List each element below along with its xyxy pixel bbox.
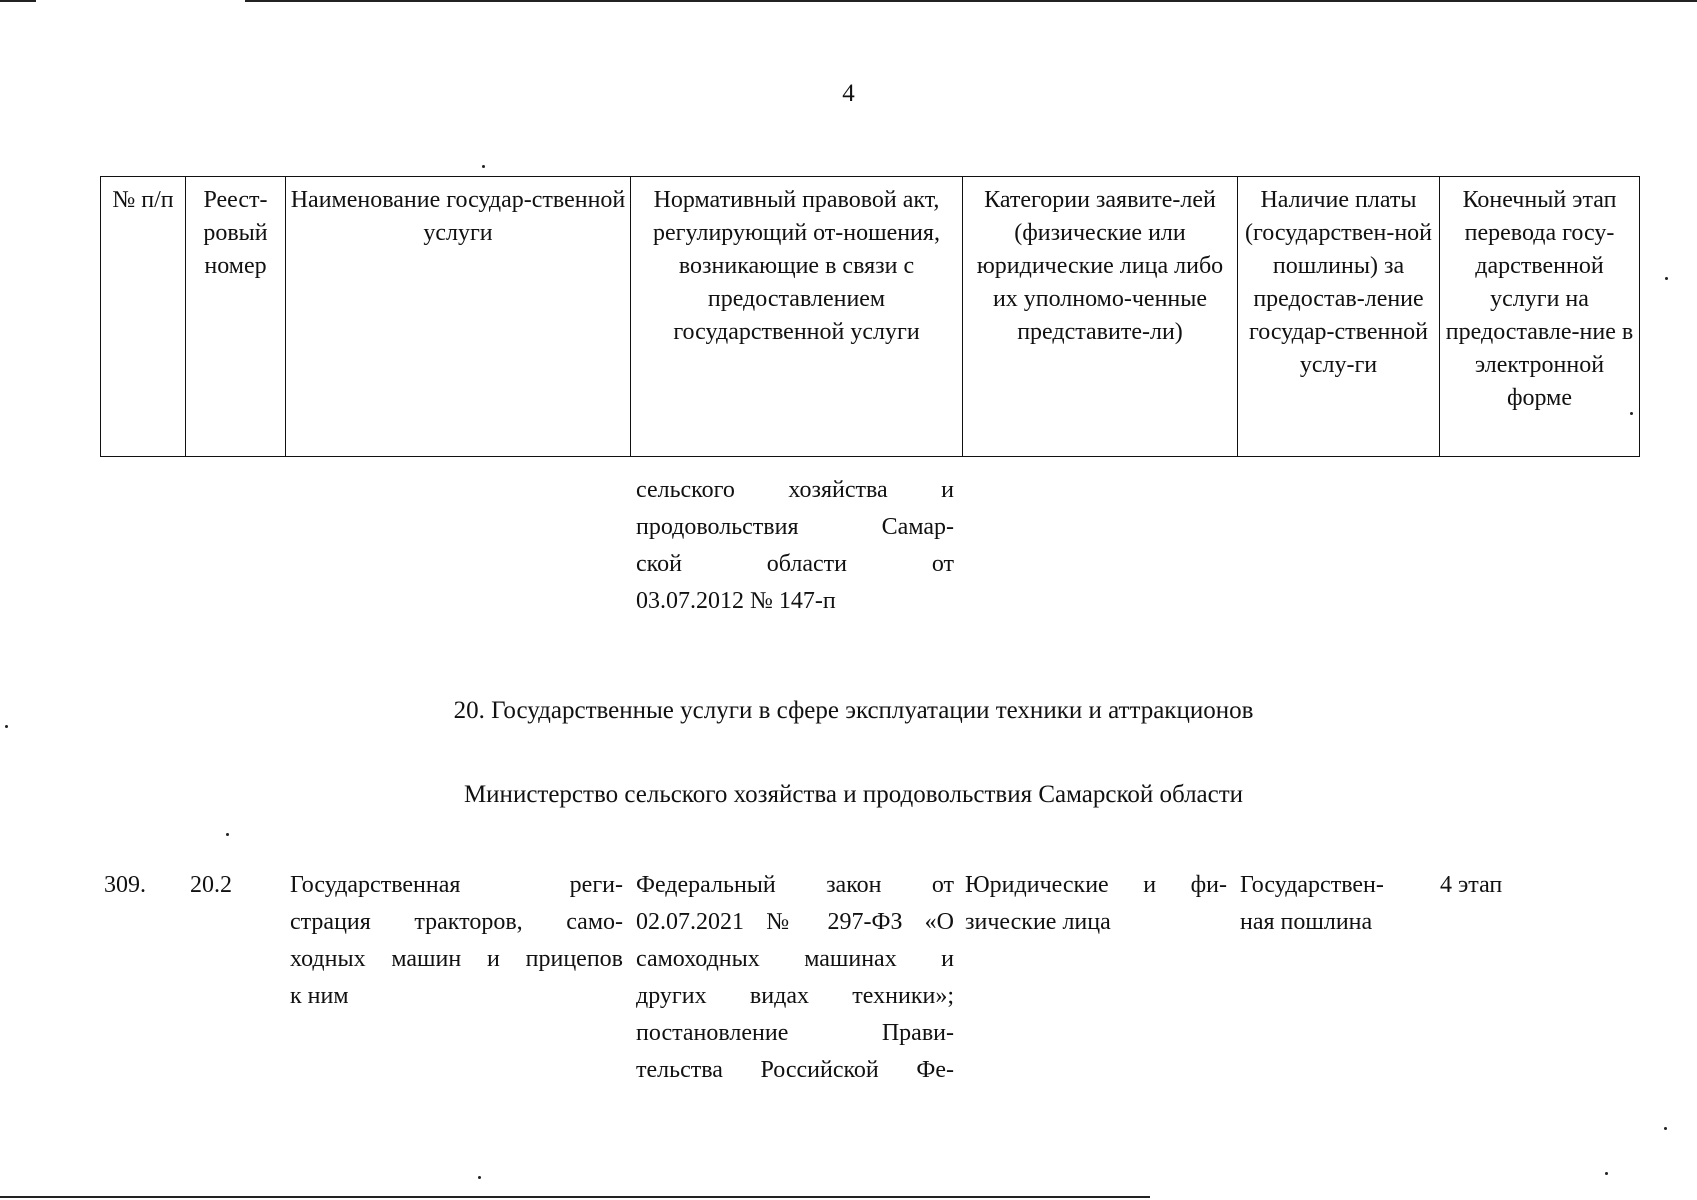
scan-speck bbox=[5, 725, 8, 728]
legal-act-line: других видах техники»; bbox=[636, 983, 954, 1009]
row-applicant-categories bbox=[965, 867, 1227, 941]
row-registry-number: 20.2 bbox=[190, 872, 232, 898]
section-title: 20. Государственные услуги в сфере эксплуатации техники и аттракционов bbox=[453, 697, 1254, 724]
top-rule bbox=[245, 0, 1697, 2]
page-number: 4 bbox=[842, 80, 855, 107]
scan-speck bbox=[478, 1176, 481, 1179]
col-header-final-stage: Конечный этап перевода госу-дарственной услуги на предоставле-ние в электронной форме bbox=[1440, 177, 1640, 457]
scan-speck bbox=[226, 833, 229, 836]
top-left-mark bbox=[0, 0, 36, 2]
scan-speck bbox=[1664, 1127, 1667, 1130]
service-name-line: ходных машин и прицепов bbox=[290, 946, 623, 972]
scan-speck bbox=[482, 165, 485, 168]
col-header-service-name: Наименование государ-ственной услуги bbox=[286, 177, 631, 457]
row-fee bbox=[1240, 867, 1430, 941]
col-header-registry-number: Реест-ровый номер bbox=[186, 177, 286, 457]
row-number: 309. bbox=[104, 872, 146, 898]
legal-act-line: постановление Прави- bbox=[636, 1020, 954, 1046]
row-service-name bbox=[290, 867, 623, 1015]
col-header-number: № п/п bbox=[101, 177, 186, 457]
legal-act-line: 02.07.2021 № 297-ФЗ «О bbox=[636, 909, 954, 935]
legal-act-line: Федеральный закон от bbox=[636, 872, 954, 898]
row-final-stage: 4 этап bbox=[1440, 872, 1503, 898]
continuation-line: ской области от bbox=[636, 551, 954, 577]
row-legal-act bbox=[636, 867, 954, 1089]
col-header-applicant-categories: Категории заявите-лей (физические или юридические лица либо их уполномо-ченные представите-ли) bbox=[963, 177, 1238, 457]
legal-act-line: самоходных машинах и bbox=[636, 946, 954, 972]
fee-line: ная пошлина bbox=[1240, 909, 1373, 935]
col-header-legal-act: Нормативный правовой акт, регулирующий от-ношения, возникающие в связи с предоставлением государственной услуги bbox=[631, 177, 963, 457]
service-name-line: к ним bbox=[290, 983, 349, 1009]
service-name-line: страция тракторов, само- bbox=[290, 909, 623, 935]
col-header-fee: Наличие платы (государствен-ной пошлины) за предостав-ление государ-ственной услу-ги bbox=[1238, 177, 1440, 457]
bottom-rule bbox=[0, 1196, 1150, 1198]
services-table-header bbox=[100, 176, 1640, 457]
ministry-heading: Министерство сельского хозяйства и продовольствия Самарской области bbox=[463, 781, 1244, 808]
fee-line: Государствен- bbox=[1240, 872, 1384, 898]
service-name-line: Государственная реги- bbox=[290, 872, 623, 898]
category-line: зические лица bbox=[965, 909, 1111, 935]
continuation-line: 03.07.2012 № 147-п bbox=[636, 588, 836, 614]
legal-act-line: тельства Российской Фе- bbox=[636, 1057, 954, 1083]
scan-speck bbox=[1605, 1172, 1608, 1175]
continuation-line: продовольствия Самар- bbox=[636, 514, 954, 540]
legal-act-continuation bbox=[636, 472, 954, 620]
scan-speck bbox=[1665, 277, 1668, 280]
category-line: Юридические и фи- bbox=[965, 872, 1227, 898]
continuation-line: сельского хозяйства и bbox=[636, 477, 954, 503]
